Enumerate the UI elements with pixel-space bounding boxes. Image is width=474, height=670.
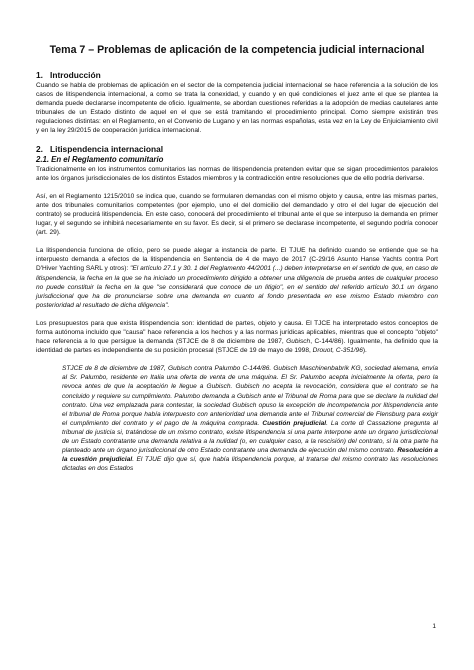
paragraph-2-3-text: La litispendencia funciona de oficio, pero se puede alegar a instancia de parte. El TJUE ha definido cuando se entiende que se ha interpuesto demanda a efectos de la litispendencia en Sentencia de 4 de mayo de 2017 (C-29/16 Asunto Hanse Yachts contra Port D'Hiver Yachting SARL y otros): [36,247,438,273]
case-summary-bold-resolution: Resolución a la cuestión prejudicial [62,447,439,464]
case-summary-text-2: . La corte di Cassazione pregunta al tribunal de justicia si, tratándose de un mismo contrato, existe litispendencia si una parte interpone ante un órgano jurisdiccional de un Estado contratante una demanda relativa a la nulidad (o, en cualquier caso, a la rescisión) del contrato, si la otra parte ha planteado ante un órgano jurisdiccional de otro Estado contratante una demanda de ejecución del mismo contrato. [62,419,438,455]
case-summary-bold-question: Cuestión prejudicial [262,419,327,427]
section-1-number: 1. [36,70,43,80]
section-2-heading [36,144,438,154]
page-title: Tema 7 – Problemas de aplicación de la competencia judicial internacional [49,44,425,56]
paragraph-2-4-case-gubisch: Gubisch [286,338,311,346]
page-number: 1 [432,623,436,630]
section-2-title: Litispendencia internacional [50,143,164,154]
paragraph-2-4-text-b: , C-144/86). Igualmente, ha definido que la identidad de partes es independiente de su posición procesal (STJCE de 19 de mayo de 1998, [36,338,438,355]
case-summary-text-3: . El TJUE dijo que sí, que había litispendencia porque, al tratarse del mismo contrato las resoluciones dictadas en dos Estados [62,456,438,473]
paragraph-2-2: Así, en el Reglamento 1215/2010 se indica que, cuando se formularen demandas con el mismo objeto y causa, entre las mismas partes, ante dos tribunales comunitarios competentes (por ejemplo, uno el del domicilio del demandado y otro el del lugar de ejecución del contrato) se producirá litispendencia. En este caso, conocerá del procedimiento el tribunal ante el que se interpuso la demanda en primer lugar, y el segundo se inhibirá necesariamente en su favor. Es decir, si el primero se declarase incompetente, el segundo podría conocer (art. 29). [36,192,438,237]
paragraph-2-4-text-c: ). [362,347,367,355]
section-1-paragraph: Cuando se habla de problemas de aplicación en el sector de la competencia judicial internacional se hace referencia a la solución de los casos de litispendencia internacional, a como se trata la conexidad, y cuando y en qué condiciones el juez ante el que se plantea la demanda puede declararse incompetente de oficio. Igualmente, se abordan cuestiones referidas a la adopción de medias cautelares ante tribunales de un Estado distinto de aquel en el que se está tramitando el procedimiento principal. Como siempre existirán tres regulaciones distintas: en el Reglamento, en el Convenio de Lugano y en las normas españolas, esta vez en la Ley de Enjuiciamiento civil y en la ley 29/2015 de cooperación jurídica internacional. [36,82,438,135]
paragraph-2-3-quote: "El artículo 27.1 y 30. 1 del Reglamento 44/2001 (...) deben interpretarse en el sentido de que, en caso de litispendencia, la fecha en la que se ha iniciado un procedimiento dirigido a obtener una diligencia de prueba antes de cualquier proceso no puede constituir la fecha en la que "se considerará que conoce de un litigio", en el sentido del referido artículo 30.1 un órgano jurisdiccional que ha de pronunciarse sobre una demanda en cuanto al fondo presentada en ese mismo Estado miembro con posterioridad al resultado de dicha diligencia". [36,265,438,309]
section-1-heading [36,70,438,80]
section-2-number: 2. [36,143,43,154]
case-summary-text: STJCE de 8 de diciembre de 1987, Gubisch contra Palumbo C-144/86. Gubisch Maschinenbabrik KG, sociedad alemana, envía al Sr. Palumbo, residente en Italia una oferta de venta de una máquina. El Sr. Palumbo acepta inicialmente la oferta, pero la revoca antes de que la aceptación le llegue a Gubisch. Gubisch no acepta la revocación, considera que el contrato se ha concluido y requiere su cumplimiento. Palumbo demanda a Gubisch ante el Tribunal de Roma para que se declare la nulidad del contrato. Una vez emplazada para contestar, la sociedad Gubisch opuso la excepción de incompetencia por litispendencia ante el tribunal de Roma porque había interpuesto con anterioridad una demanda ante el Tribunal comercial de Flensburg para exigir el cumplimiento del contrato y el pago de la máquina comprada. [62,365,438,427]
paragraph-2-4-case-drouot: Drouot, C-351/96 [312,347,363,355]
paragraph-2-4-text-a: Los presupuestos para que exista litispendencia son: identidad de partes, objeto y causa. El TJCE ha interpretado estos conceptos de forma autónoma incluido que "causa" hace referencia a los hechos y a las normas jurídicas aplicables, mientras que el concepto "objeto" hace referencia a lo que persigue la demanda (STJCE de 8 de diciembre de 1987, [36,319,438,346]
paragraph-2-3 [36,246,438,310]
paragraph-2-4 [36,319,438,355]
case-summary-block [62,364,438,473]
section-1-title: Introducción [50,70,101,80]
paragraph-2-1: Tradicionalmente en los instrumentos comunitarios las normas de litispendencia pretenden evitar que se sigan procedimientos paralelos ante los órganos jurisdiccionales de los distintos Estados miembros y la contradicción entre resoluciones que de ello podría derivarse. [36,165,438,182]
subsection-2-1-heading: 2.1. En el Reglamento comunitario [36,154,164,164]
